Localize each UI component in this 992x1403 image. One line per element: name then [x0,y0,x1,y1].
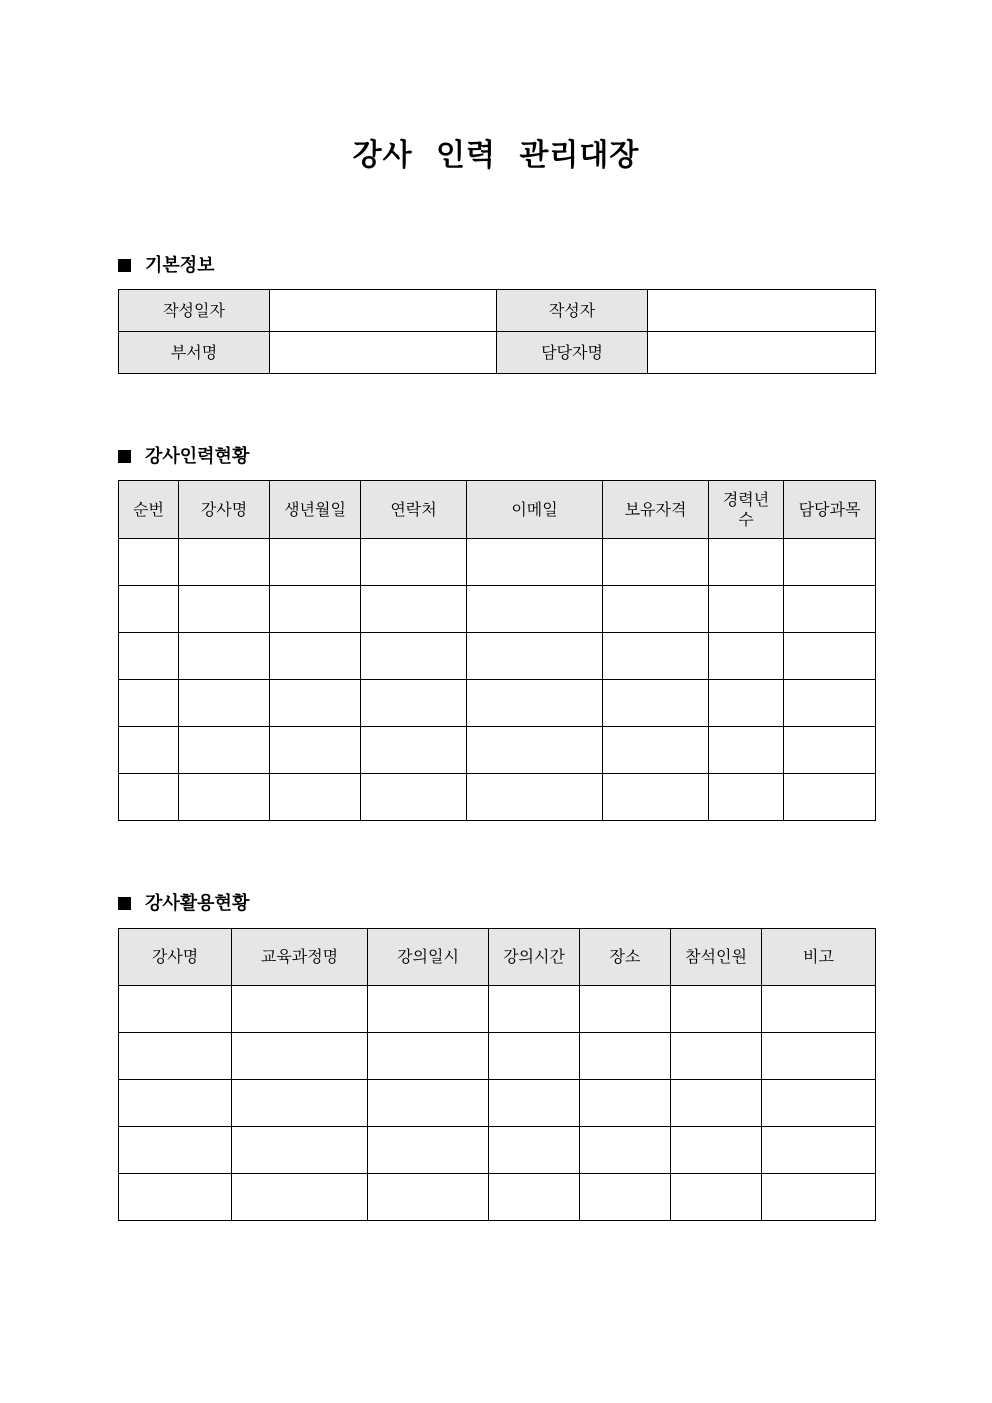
usage-table [118,928,876,1221]
label-cell: 담당자명 [497,332,648,374]
table-cell[interactable] [119,727,179,774]
column-header: 장소 [580,929,671,986]
table-cell[interactable] [232,1127,368,1174]
table-cell[interactable] [762,986,876,1033]
table-cell[interactable] [179,633,270,680]
column-header: 연락처 [361,481,467,539]
table-cell[interactable] [361,680,467,727]
table-cell[interactable] [671,1127,762,1174]
table-cell[interactable] [270,727,361,774]
table-row [119,633,876,680]
table-cell[interactable] [270,774,361,821]
table-cell[interactable] [489,1174,580,1221]
table-header-row [119,481,876,539]
table-cell[interactable] [467,727,603,774]
table-cell[interactable] [709,774,784,821]
column-header: 순번 [119,481,179,539]
table-cell[interactable] [232,1174,368,1221]
table-cell[interactable] [762,1080,876,1127]
column-header: 담당과목 [784,481,876,539]
square-bullet-icon [118,259,131,272]
table-cell[interactable] [489,1127,580,1174]
table-cell[interactable] [671,986,762,1033]
table-cell[interactable] [361,774,467,821]
table-row [119,586,876,633]
table-cell[interactable] [580,1080,671,1127]
column-header: 이메일 [467,481,603,539]
table-row [119,986,876,1033]
table-cell[interactable] [709,727,784,774]
table-cell[interactable] [119,1127,232,1174]
label-cell: 작성일자 [119,290,270,332]
table-cell[interactable] [119,1080,232,1127]
table-cell[interactable] [580,986,671,1033]
table-cell[interactable] [671,1080,762,1127]
table-row [119,727,876,774]
table-cell[interactable] [119,680,179,727]
table-cell[interactable] [784,586,876,633]
table-row [119,290,876,332]
table-cell[interactable] [119,1174,232,1221]
table-cell[interactable] [119,1033,232,1080]
table-cell[interactable] [467,633,603,680]
column-header: 비고 [762,929,876,986]
table-cell[interactable] [671,1174,762,1221]
table-cell[interactable] [270,633,361,680]
input-cell-author[interactable] [648,290,876,332]
column-header: 강사명 [119,929,232,986]
table-cell[interactable] [179,727,270,774]
column-header: 생년월일 [270,481,361,539]
table-cell[interactable] [784,633,876,680]
table-row [119,539,876,586]
input-cell-department[interactable] [270,332,497,374]
table-cell[interactable] [709,586,784,633]
document-title: 강사 인력 관리대장 [352,138,640,173]
table-cell[interactable] [119,539,179,586]
section-heading-label: 기본정보 [145,255,215,276]
table-row [119,680,876,727]
table-cell[interactable] [762,1127,876,1174]
table-cell[interactable] [603,539,709,586]
table-cell[interactable] [368,1127,489,1174]
table-cell[interactable] [603,633,709,680]
table-cell[interactable] [232,986,368,1033]
section-heading-label: 강사활용현황 [145,893,250,914]
table-cell[interactable] [179,680,270,727]
input-cell-created-date[interactable] [270,290,497,332]
basic-info-table [118,289,876,374]
table-cell[interactable] [709,680,784,727]
square-bullet-icon [118,450,131,463]
table-cell[interactable] [361,539,467,586]
table-cell[interactable] [270,539,361,586]
column-header: 경력년수 [709,481,784,539]
table-row [119,774,876,821]
table-cell[interactable] [784,680,876,727]
column-header: 교육과정명 [232,929,368,986]
table-cell[interactable] [467,774,603,821]
label-cell: 작성자 [497,290,648,332]
column-header: 강의시간 [489,929,580,986]
table-cell[interactable] [784,727,876,774]
column-header: 참석인원 [671,929,762,986]
table-cell[interactable] [179,539,270,586]
table-cell[interactable] [709,539,784,586]
section-heading-basic-info [118,254,215,278]
column-header: 보유자격 [603,481,709,539]
table-cell[interactable] [119,633,179,680]
table-cell[interactable] [784,539,876,586]
table-cell[interactable] [762,1033,876,1080]
table-row [119,332,876,374]
table-header-row [119,929,876,986]
table-cell[interactable] [603,727,709,774]
table-cell[interactable] [368,1080,489,1127]
section-heading-staff [118,445,249,469]
table-cell[interactable] [179,774,270,821]
column-header: 강의일시 [368,929,489,986]
staff-table [118,480,876,821]
table-cell[interactable] [119,986,232,1033]
table-cell[interactable] [603,586,709,633]
table-cell[interactable] [489,1080,580,1127]
table-cell[interactable] [361,633,467,680]
table-cell[interactable] [467,539,603,586]
table-row [119,1033,876,1080]
table-cell[interactable] [467,586,603,633]
table-cell[interactable] [119,774,179,821]
input-cell-manager[interactable] [648,332,876,374]
table-cell[interactable] [270,680,361,727]
label-cell: 부서명 [119,332,270,374]
table-cell[interactable] [489,986,580,1033]
table-row [119,1080,876,1127]
table-row [119,1174,876,1221]
table-cell[interactable] [179,586,270,633]
table-cell[interactable] [709,633,784,680]
table-row [119,1127,876,1174]
table-cell[interactable] [580,1127,671,1174]
square-bullet-icon [118,897,131,910]
table-cell[interactable] [270,586,361,633]
table-cell[interactable] [784,774,876,821]
table-cell[interactable] [361,586,467,633]
table-cell[interactable] [603,774,709,821]
table-cell[interactable] [603,680,709,727]
table-cell[interactable] [368,1174,489,1221]
table-cell[interactable] [467,680,603,727]
table-cell[interactable] [232,1033,368,1080]
table-cell[interactable] [489,1033,580,1080]
table-cell[interactable] [119,586,179,633]
table-cell[interactable] [232,1080,368,1127]
table-cell[interactable] [762,1174,876,1221]
table-cell[interactable] [368,1033,489,1080]
table-cell[interactable] [671,1033,762,1080]
column-header: 강사명 [179,481,270,539]
section-heading-label: 강사인력현황 [145,446,250,467]
table-cell[interactable] [580,1033,671,1080]
section-heading-usage [118,892,249,916]
table-cell[interactable] [368,986,489,1033]
table-cell[interactable] [580,1174,671,1221]
table-cell[interactable] [361,727,467,774]
